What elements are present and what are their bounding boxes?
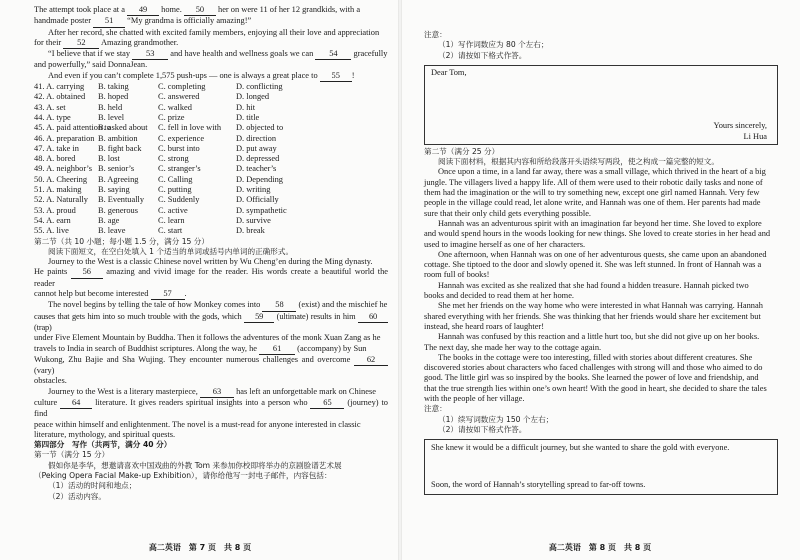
story-line: Hannah was an adventurous spirit with an imagination far beyond her time. She loved to explore — [438, 218, 762, 228]
passage-line: and powerfully,” said DonnaJean. — [34, 60, 148, 70]
section-heading: 第一节（满分 15 分） — [34, 450, 110, 460]
blank-59[interactable]: 59 — [244, 312, 274, 323]
option-cell: D. depressed — [236, 154, 280, 164]
option-cell: D. longed — [236, 92, 270, 102]
options-grid — [34, 82, 388, 236]
option-cell: C. prize — [158, 112, 185, 122]
blank-50[interactable]: 50 — [184, 5, 216, 16]
passage-line: The attempt took place at a 49 home. 50 her on were 11 of her 12 grandkids, with a — [34, 5, 388, 16]
passage-line: causes that gets him into so much trouble with the gods, which 59 (ultimate) results in him 60 (trap) — [34, 312, 388, 334]
blank-54[interactable]: 54 — [315, 49, 351, 60]
section-heading: 第二节（共 10 小题；每小题 1.5 分，满分 15 分） — [34, 236, 209, 246]
option-cell: C. walked — [158, 102, 192, 112]
option-cell: 50. A. Cheering — [34, 174, 88, 184]
right-page — [400, 0, 800, 560]
continuation-answer-box[interactable] — [424, 439, 778, 495]
story-line: discovered stories about characters who faced challenges with strong will and those who aimed to do — [424, 363, 763, 373]
option-cell: B. Agreeing — [98, 174, 139, 184]
option-cell: D. Officially — [236, 195, 279, 205]
blank-64[interactable]: 64 — [60, 398, 92, 409]
option-cell: D. writing — [236, 185, 271, 195]
option-cell: C. Suddenly — [158, 195, 200, 205]
letter-closing: Yours sincerely, — [713, 121, 767, 131]
note-item: （1）续写词数应为 150 个左右； — [438, 414, 554, 424]
story-text — [424, 167, 778, 404]
story-line: One afternoon, when Hannah was on one of her adventurous quests, she came upon an abandoned — [438, 249, 767, 259]
option-cell: C. Calling — [158, 174, 193, 184]
passage-line: peace within himself and enlightenment. The novel is a must-read for anyone interested in classic — [34, 419, 361, 429]
option-cell: B. held — [98, 102, 123, 112]
blank-61[interactable]: 61 — [259, 344, 295, 355]
blank-52[interactable]: 52 — [63, 38, 99, 49]
story-line: good. The little girl was so inspired by the books. She learned the power of love and friendship, and — [424, 373, 759, 383]
option-cell: B. Eventually — [98, 195, 145, 205]
story-line: Once upon a time, in a land far away, there was a small village, which thrived in the heart of a big — [438, 167, 766, 177]
option-cell: D. break — [236, 226, 265, 236]
story-line: instead, she heard roars of laughter! — [424, 321, 544, 331]
blank-62[interactable]: 62 — [354, 355, 388, 366]
option-cell: B. senior’s — [98, 164, 135, 174]
writing-prompt: （Peking Opera Facial Make-up Exhibition），请你给他写一封电子邮件，内容包括： — [34, 471, 332, 481]
story-line: that the true strength lies within one’s own heart! With the good in heart, she decided to share the tales — [424, 383, 767, 393]
story-line: room full of books! — [424, 270, 490, 280]
note-item: （1）写作词数应为 80 个左右； — [438, 40, 549, 50]
option-cell: C. learn — [158, 215, 185, 225]
blank-57[interactable]: 57 — [151, 289, 185, 300]
option-cell: B. leave — [98, 226, 126, 236]
option-cell: 46. A. preparation — [34, 133, 95, 143]
note-label: 注意： — [424, 30, 447, 39]
option-cell: C. experience — [158, 133, 205, 143]
letter-name: Li Hua — [743, 131, 767, 141]
option-cell: B. fight back — [98, 143, 142, 153]
passage-line: Journey to the West is a classic Chinese novel written by Wu Cheng’en during the Ming dynasty. — [48, 257, 373, 267]
writing-prompt: 假如你是李华，想邀请喜欢中国戏曲的外教 Tom 来参加你校即将举办的京剧脸谱艺术展 — [48, 460, 342, 470]
option-cell: C. putting — [158, 185, 192, 195]
option-cell: 45. A. paid attention to — [34, 123, 111, 133]
option-cell: B. hoped — [98, 92, 129, 102]
section-instructions: 阅读下面短文，在空白处填入 1 个适当的单词或括号内单词的正确形式。 — [48, 246, 294, 256]
story-line: The next day, she made her way to the cottage again. — [424, 342, 602, 352]
option-cell: 54. A. earn — [34, 215, 71, 225]
option-cell: D. sympathetic — [236, 205, 287, 215]
story-line: and would spend hours in the woods looking for new things. She loved to create stories in her head and — [424, 229, 771, 239]
passage-line: under Five Element Mountain by Buddha. Then it follows the adventures of the monk Xuan Zang as he — [34, 333, 381, 343]
option-cell: 44. A. type — [34, 112, 71, 122]
story-line: The books in the cottage were too interesting, filled with stories about different creatures. She — [438, 352, 753, 362]
note-item: （2）请按如下格式作答。 — [438, 50, 527, 60]
blank-65[interactable]: 65 — [310, 398, 344, 409]
passage-line: cannot help but become interested 57 . — [34, 289, 388, 300]
note-item: （2）请按如下格式作答。 — [438, 424, 527, 434]
passage-line: Wukong, Zhu Bajie and Sha Wujing. They encounter numerous challenges and overcome 62 (vary) — [34, 355, 388, 377]
story-line: Hannah was excited as she realized that she had found a hidden treasure. Hannah picked two — [438, 280, 749, 290]
prompt-item: （2）活动内容。 — [48, 491, 106, 501]
story-line: used to imagine herself as one of her characters. — [424, 239, 586, 249]
option-cell: 42. A. obtained — [34, 92, 86, 102]
option-cell: B. saying — [98, 185, 130, 195]
story-line: books and decided to read them at her home. — [424, 291, 575, 301]
letter-greeting: Dear Tom, — [431, 67, 467, 77]
blank-49[interactable]: 49 — [127, 5, 159, 16]
option-cell: C. fell in love with — [158, 123, 222, 133]
passage-line: handmade poster 51 “My grandma is officially amazing!” — [34, 16, 388, 27]
page-footer: 高二英语 第 7 页 共 8 页 — [148, 542, 252, 552]
passage-line: Journey to the West is a literary masterpiece, 63 has left an unforgettable mark on Chinese — [34, 387, 388, 398]
prompt-item: （1）活动的时间和地点； — [48, 481, 137, 491]
option-cell: C. strong — [158, 154, 189, 164]
option-cell: 53. A. proud — [34, 205, 76, 215]
passage-line: After her record, she chatted with excited family members, enjoying all their love and appreciation — [48, 27, 380, 37]
story-line: shared everything with her friends. She was thinking that her friends would share her excitement but — [424, 311, 761, 321]
letter-signature — [713, 121, 767, 142]
option-cell: D. Depending — [236, 174, 283, 184]
option-cell: D. title — [236, 112, 260, 122]
letter-answer-box[interactable] — [424, 65, 778, 145]
option-cell: B. asked about — [98, 123, 148, 133]
story-line: them had the imagination or the will to try something new, except one girl named Hannah. Very few — [424, 188, 760, 198]
continuation-sentence-1: She knew it would be a difficult journey, but she wanted to share the gold with everyone. — [431, 443, 730, 453]
story-line: She met her friends on the way home who were interested in what Hannah was carrying. Hannah — [438, 301, 763, 311]
blank-60[interactable]: 60 — [358, 312, 388, 323]
story-line: cottage. She tiptoed to the door and slowly opened it. She was left stunned. In front of Hannah was a — [424, 260, 762, 270]
passage-line: And even if you can’t complete 1,575 push-ups — one is always a great place to 55 ! — [34, 71, 388, 82]
section-instructions: 阅读下面材料，根据其内容和所给段落开头语续写两段，使之构成一篇完整的短文。 — [438, 157, 719, 167]
continuation-sentence-2: Soon, the word of Hannah’s storytelling spread to far-off towns. — [431, 479, 646, 489]
option-cell: D. survive — [236, 215, 271, 225]
blank-56[interactable]: 56 — [71, 267, 103, 278]
option-cell: C. answered — [158, 92, 200, 102]
option-cell: D. objected to — [236, 123, 284, 133]
passage-line: travels to India in search of Buddhist scriptures. Along the way, he 61 (accompany) by Sun — [34, 344, 388, 355]
option-cell: 51. A. making — [34, 185, 82, 195]
option-cell: B. ambition — [98, 133, 138, 143]
part-heading: 第四部分 写作（共两节，满分 40 分） — [34, 440, 172, 450]
blank-53[interactable]: 53 — [132, 49, 168, 60]
option-cell: D. teacher’s — [236, 164, 277, 174]
story-line: people in the village could read, let alone write, and Hannah was one of them. Her parents had made — [424, 198, 761, 208]
passage-line: literature, mythology, and spiritual quests. — [34, 429, 176, 439]
option-cell: C. completing — [158, 82, 206, 92]
option-cell: 43. A. set — [34, 102, 66, 112]
option-cell: D. direction — [236, 133, 277, 143]
option-cell: C. burst into — [158, 143, 200, 153]
option-cell: C. active — [158, 205, 188, 215]
blank-63[interactable]: 63 — [200, 387, 234, 398]
blank-58[interactable]: 58 — [262, 300, 296, 311]
story-line: sure that their only child gets everything possible. — [424, 208, 592, 218]
passage-line: He paints 56 amazing and vivid image for the reader. His words create a beautiful world the reader — [34, 267, 388, 288]
passage-line: culture 64 literature. It gives readers spiritual insights into a person who 65 (journey) to find — [34, 397, 388, 419]
option-cell: B. generous — [98, 205, 139, 215]
passage-line: obstacles. — [34, 376, 67, 386]
blank-55[interactable]: 55 — [320, 71, 352, 82]
option-cell: 49. A. neighbor’s — [34, 164, 93, 174]
option-cell: B. age — [98, 215, 120, 225]
passage-line: “I believe that if we stay 53 and have health and wellness goals we can 54 gracefully — [34, 49, 388, 60]
option-cell: 55. A. live — [34, 226, 69, 236]
note-label: 注意： — [424, 404, 447, 414]
blank-51[interactable]: 51 — [93, 16, 125, 27]
story-line: with the people of her village. — [424, 394, 525, 404]
option-cell: C. start — [158, 226, 183, 236]
story-line: Hannah was confused by this reaction and a little hurt too, but she did not give up on her books. — [438, 332, 760, 342]
section-heading: 第二节（满分 25 分） — [424, 146, 500, 156]
option-cell: C. stranger’s — [158, 164, 201, 174]
option-cell: B. taking — [98, 82, 129, 92]
option-cell: 41. A. carrying — [34, 82, 85, 92]
passage-line: The novel begins by telling the tale of how Monkey comes into 58 (exist) and the mischief he — [34, 300, 388, 311]
option-cell: 48. A. bored — [34, 154, 76, 164]
option-cell: B. lost — [98, 154, 120, 164]
option-cell: 47. A. take in — [34, 143, 79, 153]
page-footer: 高二英语 第 8 页 共 8 页 — [548, 542, 652, 552]
story-line: jungle. The villagers lived a happy life. All of them were used to their robotic daily tasks and none of — [424, 177, 763, 187]
option-cell: D. put away — [236, 143, 277, 153]
option-cell: D. hit — [236, 102, 256, 112]
option-cell: 52. A. Naturally — [34, 195, 88, 205]
option-cell: B. level — [98, 112, 125, 122]
passage-line: for their 52 Amazing grandmother. — [34, 38, 388, 49]
option-cell: D. conflicting — [236, 82, 283, 92]
